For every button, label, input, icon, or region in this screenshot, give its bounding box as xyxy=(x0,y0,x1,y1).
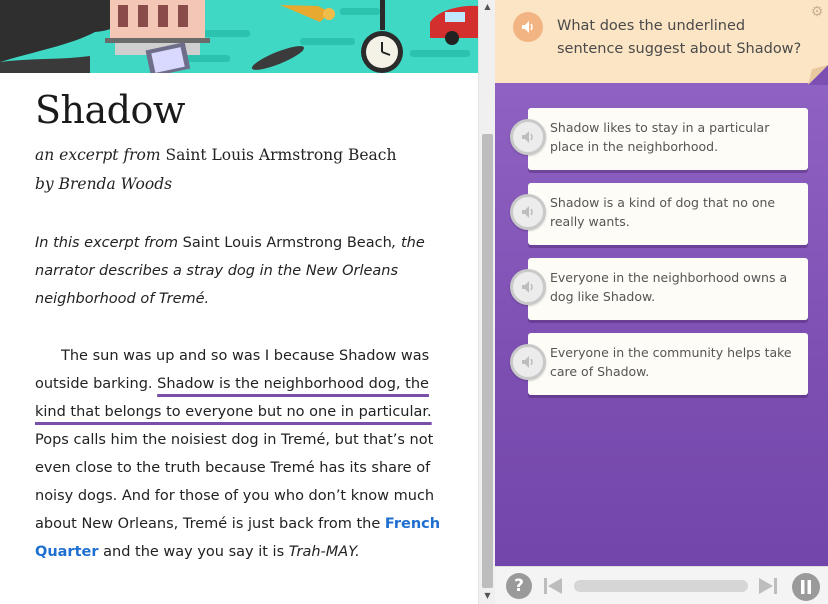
passage-banner-illustration xyxy=(0,0,478,73)
answer-3-speaker-icon[interactable] xyxy=(510,269,546,305)
question-card xyxy=(495,0,828,83)
answer-option-text: Shadow is a kind of dog that no one really wants. xyxy=(550,195,776,229)
question-text: What does the underlined sentence suggest about Shadow? xyxy=(557,18,802,57)
scroll-up-arrow-icon[interactable]: ▲ xyxy=(484,2,491,11)
question-pane xyxy=(495,0,828,604)
answer-option-4[interactable] xyxy=(528,333,808,395)
passage-text-c: and the way you say it is xyxy=(98,544,289,560)
passage-text-a: The sun was up and so was I because Shadow was outside barking. xyxy=(35,348,430,392)
next-icon[interactable] xyxy=(757,576,779,596)
scrollbar-thumb[interactable] xyxy=(482,134,493,588)
intro-text-a: In this excerpt from xyxy=(35,235,179,251)
answer-option-3[interactable] xyxy=(528,258,808,320)
player-toolbar xyxy=(495,566,828,604)
passage-subtitle xyxy=(35,146,396,164)
subtitle-prefix: an excerpt from xyxy=(35,146,161,164)
intro-book-title: Saint Louis Armstrong Beach xyxy=(182,235,392,251)
scroll-down-arrow-icon[interactable]: ▼ xyxy=(484,591,491,600)
underlined-sentence: Shadow is the neighborhood dog, the kind that belongs to everyone but no one in particular. xyxy=(35,376,432,420)
passage-text-b: Pops calls him the noisiest dog in Tremé, but that’s not even close to the truth because Tremé has its share of noisy dogs. And for those of you who don’t know much about New Orleans, Tremé is just back from the xyxy=(35,432,435,532)
book-title: Saint Louis Armstrong Beach xyxy=(165,146,397,164)
answer-option-text: Shadow likes to stay in a particular place in the neighborhood. xyxy=(550,120,770,154)
glossary-link-french-quarter[interactable]: French Quarter xyxy=(35,516,441,560)
page-curl-icon xyxy=(808,65,828,85)
intro-text-b: , the narrator describes a stray dog in the New Orleans neighborhood of Tremé. xyxy=(35,235,425,307)
help-button[interactable]: ? xyxy=(506,573,532,599)
answer-option-2[interactable] xyxy=(528,183,808,245)
answer-4-speaker-icon[interactable] xyxy=(510,344,546,380)
answer-option-text: Everyone in the community helps take care of Shadow. xyxy=(550,345,792,379)
answer-2-speaker-icon[interactable] xyxy=(510,194,546,230)
question-speaker-icon[interactable] xyxy=(513,12,543,42)
previous-icon[interactable] xyxy=(542,576,564,596)
pause-icon xyxy=(792,573,820,601)
passage-intro xyxy=(35,229,460,313)
pronunciation: Trah-MAY. xyxy=(288,544,360,560)
answer-option-1[interactable] xyxy=(528,108,808,170)
answer-1-speaker-icon[interactable] xyxy=(510,119,546,155)
progress-bar[interactable] xyxy=(574,580,748,592)
answer-option-text: Everyone in the neighborhood owns a dog like Shadow. xyxy=(550,270,788,304)
author-line: by Brenda Woods xyxy=(35,175,173,193)
passage-body xyxy=(35,342,463,566)
reading-pane-scrollbar[interactable] xyxy=(478,0,495,604)
pause-button[interactable] xyxy=(792,573,820,601)
gear-icon[interactable]: ⚙ xyxy=(810,4,824,20)
passage-title: Shadow xyxy=(35,88,185,132)
